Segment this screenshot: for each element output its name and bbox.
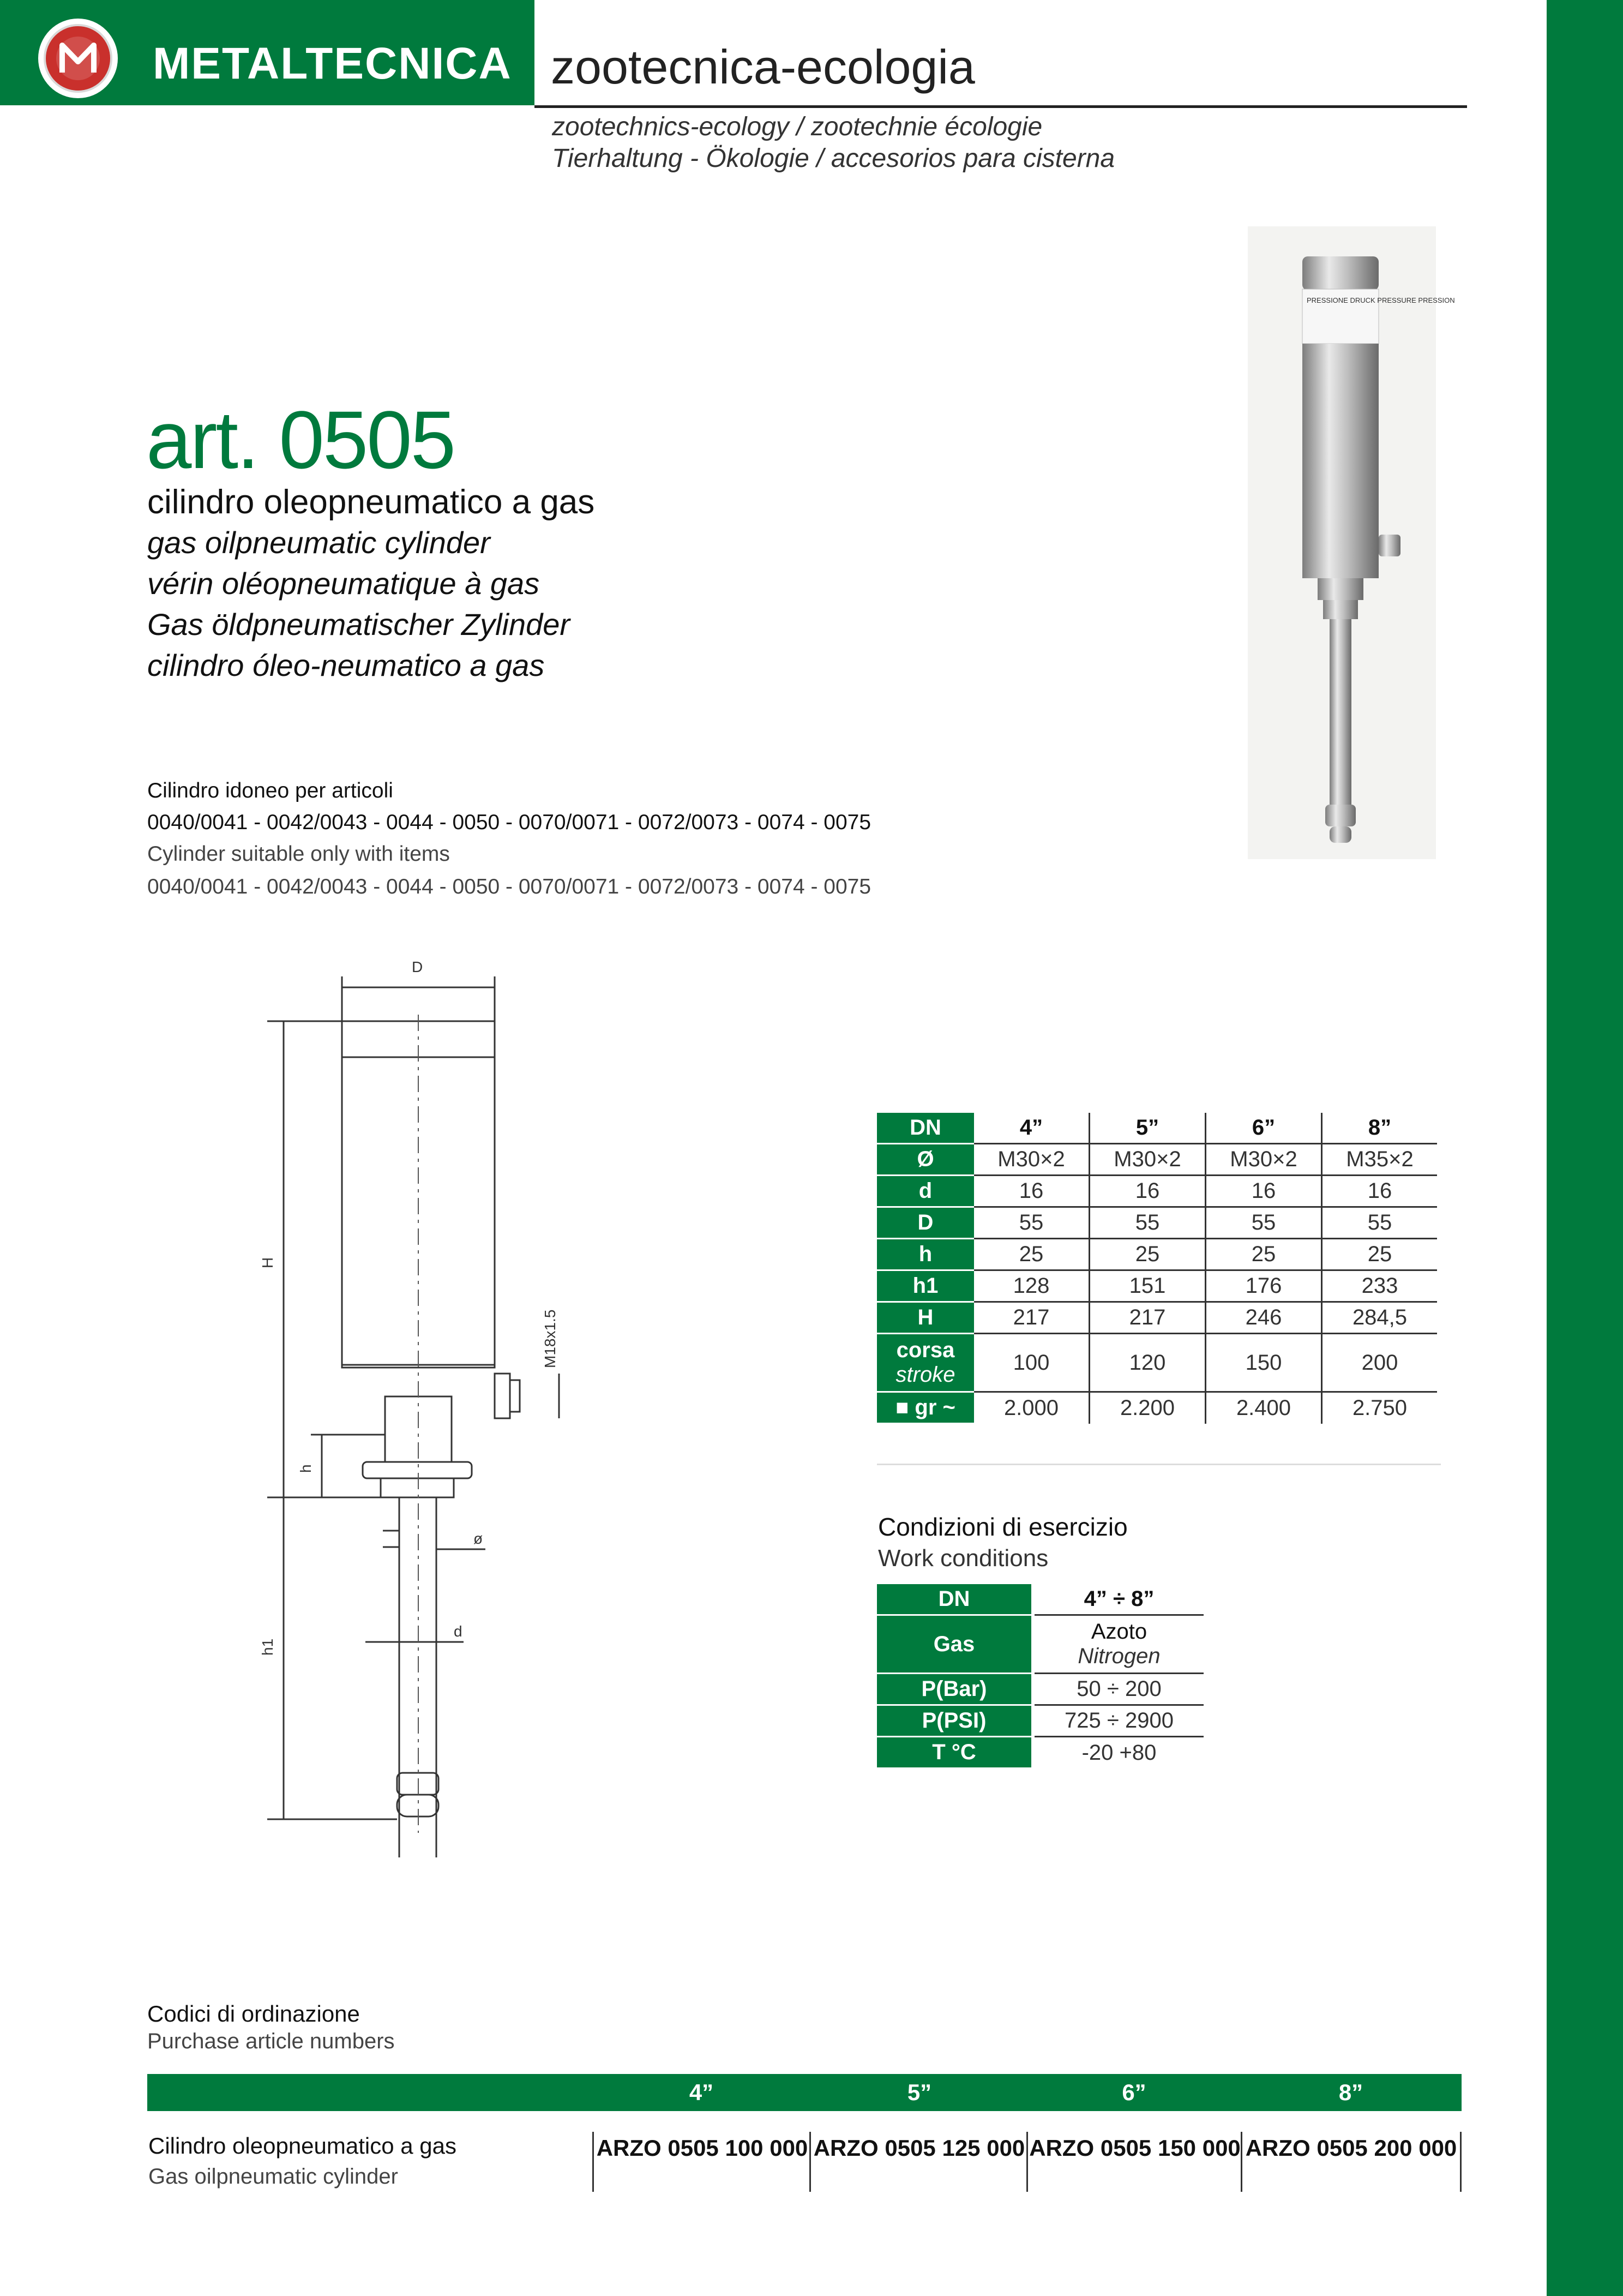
table-row (877, 1334, 1437, 1392)
product-name-en: gas oilpneumatic cylinder (147, 525, 490, 560)
table-cell: 2.750 (1352, 1395, 1408, 1420)
table-cell: 55 (974, 1207, 1090, 1239)
table-row (877, 1270, 1437, 1302)
dim-label-d: d (454, 1623, 462, 1640)
table-row (877, 1239, 1437, 1270)
table-cell: 16 (974, 1176, 1090, 1207)
row-label: P(Bar) (877, 1674, 1033, 1705)
product-name-de: Gas öldpneumatischer Zylinder (147, 607, 570, 642)
table-header-cell: DN (877, 1113, 974, 1144)
table-cell: M35×2 (1322, 1144, 1438, 1176)
row-label-stroke (877, 1334, 974, 1392)
row-label: DN (877, 1584, 1033, 1615)
table-cell: M30×2 (974, 1144, 1090, 1176)
weight-label: gr ~ (915, 1395, 955, 1419)
table-cell: 25 (1206, 1239, 1322, 1270)
table-cell: 233 (1322, 1270, 1438, 1302)
brand-name: METALTECNICA (153, 39, 512, 88)
page-category: zootecnica-ecologia (551, 40, 975, 94)
table-row (877, 1615, 1204, 1674)
logo-emblem (44, 24, 112, 93)
suitable-label-it: Cilindro idoneo per articoli (147, 779, 393, 802)
table-cell: 284,5 (1322, 1302, 1438, 1334)
table-cell-gas (1033, 1615, 1204, 1674)
row-label: D (877, 1207, 974, 1239)
ordering-item-name-it: Cilindro oleopneumatico a gas (148, 2133, 457, 2159)
brand-logo (38, 19, 118, 98)
dim-label-h1: h1 (259, 1638, 276, 1656)
conditions-table (877, 1584, 1204, 1769)
row-label: Gas (877, 1615, 1033, 1674)
cylinder-drawing-image (256, 960, 594, 1833)
table-cell: 25 (1322, 1239, 1438, 1270)
dim-label-phi: ø (473, 1530, 483, 1547)
ordering-code: ARZO 0505 125 000 (809, 2132, 1027, 2192)
ordering-size-header: 5” (907, 2079, 932, 2105)
table-row (877, 1207, 1437, 1239)
conditions-title: Condizioni di esercizio (878, 1513, 1128, 1541)
table-header-cell: 5” (1090, 1113, 1206, 1144)
table-row (877, 1737, 1204, 1769)
ordering-size-header: 6” (1122, 2079, 1146, 2105)
row-label: T °C (877, 1737, 1033, 1769)
row-label: d (877, 1176, 974, 1207)
subcategory-line-2: Tierhaltung - Ökologie / accesorios para cisterna (552, 144, 1115, 173)
right-side-band (1547, 0, 1623, 2296)
table-cell: 50 ÷ 200 (1033, 1674, 1204, 1705)
header-rule (534, 105, 1467, 108)
row-label: h (877, 1239, 974, 1270)
product-photo (1248, 226, 1455, 859)
table-cell: 2.000 (974, 1392, 1090, 1424)
table-header-cell: 8” (1322, 1113, 1438, 1144)
table-cell: 2.200 (1090, 1392, 1206, 1424)
table-cell: 100 (974, 1334, 1090, 1392)
table-cell: 217 (974, 1302, 1090, 1334)
table-cell: 217 (1090, 1302, 1206, 1334)
conditions-subtitle: Work conditions (878, 1545, 1049, 1572)
dim-label-H: H (259, 1257, 276, 1268)
stroke-label-en: stroke (895, 1363, 955, 1387)
table-cell: 25 (974, 1239, 1090, 1270)
table-cell: 4” ÷ 8” (1033, 1584, 1204, 1615)
table-cell: 128 (974, 1270, 1090, 1302)
dim-label-h: h (297, 1464, 314, 1473)
table-row (877, 1144, 1437, 1176)
ordering-item-name-en: Gas oilpneumatic cylinder (148, 2165, 398, 2189)
product-name-es: cilindro óleo-neumatico a gas (147, 648, 545, 682)
table-row (877, 1705, 1204, 1737)
suitable-label-en: Cylinder suitable only with items (147, 842, 450, 866)
table-row (877, 1176, 1437, 1207)
row-label: Ø (877, 1144, 974, 1176)
dim-label-thread: M18x1.5 (542, 1309, 558, 1368)
stroke-label-it: corsa (896, 1338, 955, 1362)
row-label: P(PSI) (877, 1705, 1033, 1737)
gas-value-en: Nitrogen (1078, 1644, 1161, 1668)
technical-drawing (256, 960, 594, 1833)
suitable-items-en: 0040/0041 - 0042/0043 - 0044 - 0050 - 0070/0071 - 0072/0073 - 0074 - 0075 (147, 875, 871, 898)
table-cell: 150 (1206, 1334, 1322, 1392)
photo-label: PRESSIONE DRUCK PRESSURE PRESSION (1307, 296, 1455, 304)
article-number: art. 0505 (146, 394, 455, 485)
ordering-code: ARZO 0505 100 000 (592, 2132, 810, 2192)
table-row (877, 1674, 1204, 1705)
table-row (877, 1113, 1437, 1144)
table-cell: 120 (1090, 1334, 1206, 1392)
table-cell: 246 (1206, 1302, 1322, 1334)
subcategory-line-1: zootechnics-ecology / zootechnie écologie (552, 112, 1043, 141)
table-cell: -20 +80 (1081, 1740, 1157, 1765)
product-name-it: cilindro oleopneumatico a gas (147, 483, 595, 521)
dimensions-table (877, 1113, 1437, 1424)
table-cell: 16 (1090, 1176, 1206, 1207)
table-cell: 55 (1090, 1207, 1206, 1239)
ordering-subtitle: Purchase article numbers (147, 2029, 395, 2053)
cylinder-photo-image (1248, 226, 1455, 859)
product-name-fr: vérin oléopneumatique à gas (147, 566, 540, 601)
table-cell: 55 (1322, 1207, 1438, 1239)
row-label: H (877, 1302, 974, 1334)
suitable-items-it: 0040/0041 - 0042/0043 - 0044 - 0050 - 0070/0071 - 0072/0073 - 0074 - 0075 (147, 811, 871, 834)
table-header-cell: 4” (974, 1113, 1090, 1144)
ordering-size-header: 8” (1338, 2079, 1363, 2105)
ordering-title: Codici di ordinazione (147, 2001, 360, 2027)
table-cell: 2.400 (1206, 1392, 1322, 1424)
table-cell: 200 (1322, 1334, 1438, 1392)
table-cell: 725 ÷ 2900 (1033, 1705, 1204, 1737)
table-row (877, 1392, 1437, 1424)
dim-label-D: D (412, 958, 423, 975)
logo-m-icon (46, 26, 110, 91)
row-label: h1 (877, 1270, 974, 1302)
row-label-weight (877, 1392, 974, 1424)
section-divider (877, 1464, 1441, 1465)
table-row (877, 1584, 1204, 1615)
ordering-size-header: 4” (689, 2079, 714, 2105)
table-cell: 16 (1322, 1176, 1438, 1207)
table-cell: 151 (1090, 1270, 1206, 1302)
table-cell: 176 (1206, 1270, 1322, 1302)
gas-value-it: Azoto (1091, 1620, 1147, 1644)
ordering-code: ARZO 0505 150 000 (1026, 2132, 1242, 2192)
table-cell: M30×2 (1090, 1144, 1206, 1176)
table-header-cell: 6” (1206, 1113, 1322, 1144)
table-cell: M30×2 (1206, 1144, 1322, 1176)
ordering-code: ARZO 0505 200 000 (1241, 2132, 1462, 2192)
table-cell: 25 (1090, 1239, 1206, 1270)
table-row (877, 1302, 1437, 1334)
table-cell: 55 (1206, 1207, 1322, 1239)
weight-icon: ■ (895, 1395, 909, 1419)
table-cell: 16 (1206, 1176, 1322, 1207)
